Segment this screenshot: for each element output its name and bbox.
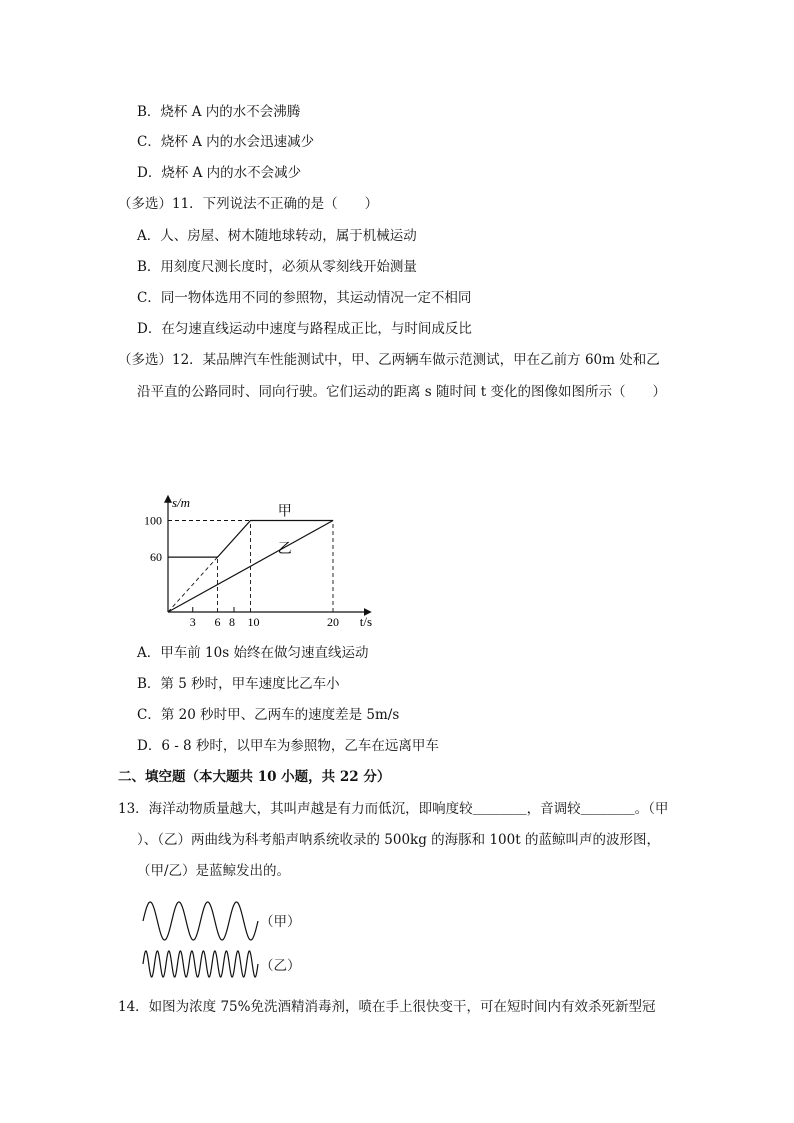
q11-option-a: A．人、房屋、树木随地球转动，属于机械运动 (137, 228, 417, 244)
y-tick-label-100: 100 (144, 513, 162, 528)
q12-stem-line1: （多选）12．某品牌汽车性能测试中，甲、乙两辆车做示范测试，甲在乙前方 60m 处和乙 (118, 352, 660, 368)
q13-line2: ）、（乙）两曲线为科考船声呐系统收录的 500kg 的海豚和 100t 的蓝鲸叫声的波形图， (137, 832, 660, 848)
waveform-jia (143, 902, 258, 940)
x-tick-label-6: 6 (214, 615, 221, 629)
x-axis-label: t/s (359, 614, 373, 629)
q13-line1: 13．海洋动物质量越大，其叫声越是有力而低沉，即响度较＿＿＿＿，音调较＿＿＿＿。（甲 (118, 801, 669, 817)
x-tick-label-8: 8 (229, 615, 235, 629)
q11-option-c: C．同一物体选用不同的参照物，其运动情况一定不相同 (137, 290, 472, 306)
q12-option-d: D．6 - 8 秒时，以甲车为参照物，乙车在远离甲车 (137, 738, 439, 754)
x-tick-label-3: 3 (189, 615, 196, 629)
q12-option-b: B．第 5 秒时，甲车速度比乙车小 (137, 676, 340, 692)
q10-option-c: C．烧杯 A 内的水会迅速减少 (137, 134, 315, 150)
series-label-yi: 乙 (277, 541, 292, 557)
q11-stem: （多选）11．下列说法不正确的是（ ） (118, 196, 379, 212)
series-label-jia: 甲 (277, 504, 292, 520)
q10-option-b: B．烧杯 A 内的水不会沸腾 (137, 104, 301, 120)
waveform-yi (143, 951, 258, 977)
x-tick-label-20: 20 (327, 615, 339, 629)
section-heading: 二、填空题（本大题共 10 小题，共 22 分） (118, 769, 391, 785)
q11-option-d: D．在匀速直线运动中速度与路程成正比，与时间成反比 (137, 321, 472, 337)
q12-option-c: C．第 20 秒时甲、乙两车的速度差是 5m/s (137, 707, 400, 723)
y-axis-label: s/m (172, 494, 191, 510)
q11-option-b: B．用刻度尺测长度时，必须从零刻线开始测量 (137, 259, 417, 275)
q14-line1: 14．如图为浓度 75%免洗酒精消毒剂，喷在手上很快变干，可在短时间内有效杀死新型冠 (118, 999, 656, 1015)
guide-line-0 (168, 557, 218, 612)
q12-stem-line2: 沿平直的公路同时、同向行驶。它们运动的距离 s 随时间 t 变化的图像如图所示（ ） (137, 384, 667, 400)
q13-line3: （甲/乙）是蓝鲸发出的。 (137, 863, 291, 879)
wave-label-yi: （乙） (260, 958, 301, 974)
y-tick-label-60: 60 (150, 550, 162, 565)
q12-option-a: A．甲车前 10s 始终在做匀速直线运动 (137, 645, 369, 661)
motion-graph (130, 415, 400, 635)
x-tick-label-10: 10 (247, 615, 260, 629)
wave-label-jia: （甲） (260, 914, 301, 930)
q10-option-d: D．烧杯 A 内的水不会减少 (137, 165, 302, 181)
